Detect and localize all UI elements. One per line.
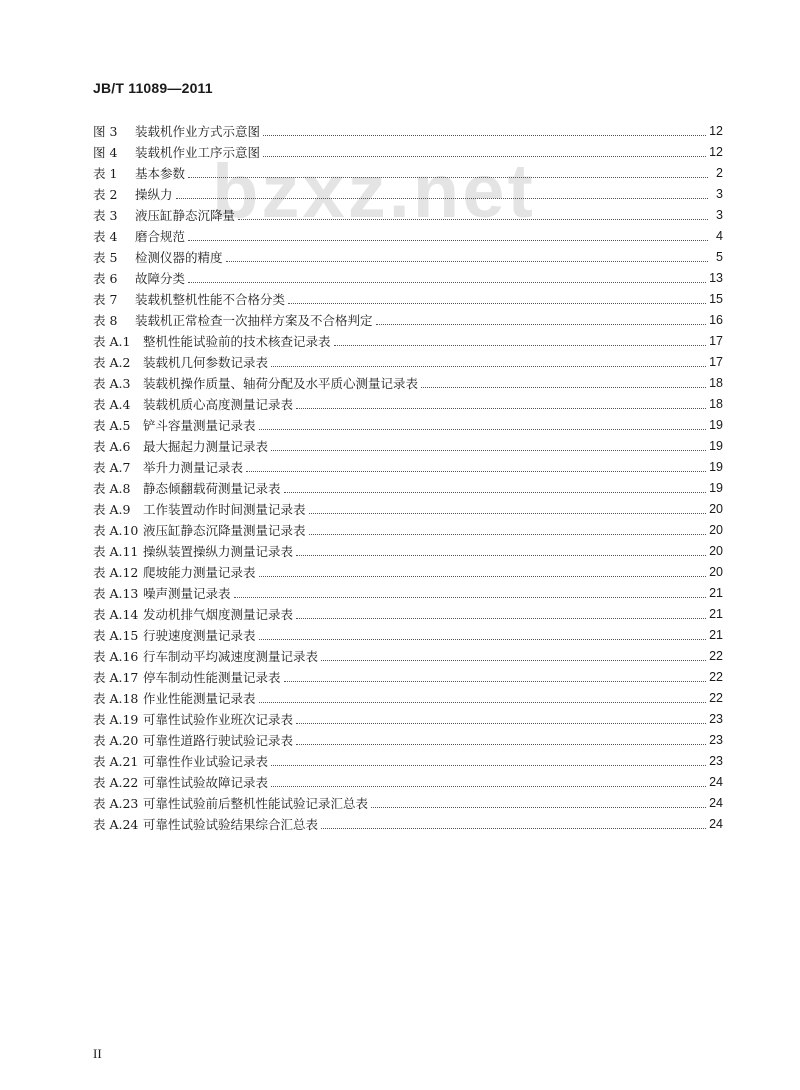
dot-leader bbox=[309, 534, 707, 535]
toc-entry-label bbox=[93, 208, 235, 223]
toc-entry-page: 21 bbox=[709, 586, 723, 600]
dot-leader bbox=[334, 345, 707, 346]
toc-entry-title: 静态倾翻载荷测量记录表 bbox=[143, 481, 281, 496]
toc-entry-page: 18 bbox=[709, 397, 723, 411]
toc-entry-page: 23 bbox=[709, 733, 723, 747]
toc-entry bbox=[93, 769, 723, 790]
toc-entry-page: 12 bbox=[709, 145, 723, 159]
toc-entry-title: 装载机质心高度测量记录表 bbox=[143, 397, 294, 412]
toc-entry-page: 19 bbox=[709, 439, 723, 453]
toc-entry-number: 表 A.13 bbox=[93, 586, 139, 601]
toc-entry bbox=[93, 181, 723, 202]
toc-entry bbox=[93, 748, 723, 769]
toc-entry-label bbox=[93, 712, 293, 727]
toc-entry-label bbox=[93, 355, 268, 370]
toc-entry-title: 装载机整机性能不合格分类 bbox=[135, 292, 286, 307]
toc-entry-number: 图 4 bbox=[93, 145, 118, 160]
toc-entry-title: 可靠性道路行驶试验记录表 bbox=[143, 733, 294, 748]
toc-entry-page: 4 bbox=[716, 229, 723, 243]
dot-leader bbox=[296, 408, 706, 409]
toc-entry-number: 表 A.16 bbox=[93, 649, 139, 664]
toc-entry bbox=[93, 349, 723, 370]
dot-leader bbox=[246, 471, 706, 472]
toc-entry-label bbox=[93, 313, 373, 328]
toc-entry-page: 3 bbox=[716, 208, 723, 222]
toc-entry bbox=[93, 139, 723, 160]
toc-entry-page: 12 bbox=[709, 124, 723, 138]
toc-entry bbox=[93, 643, 723, 664]
toc-entry-number: 表 A.24 bbox=[93, 817, 139, 832]
toc-entry-number: 表 A.8 bbox=[93, 481, 131, 496]
toc-entry-page: 23 bbox=[709, 712, 723, 726]
toc-entry-label bbox=[93, 586, 231, 601]
dot-leader bbox=[284, 681, 707, 682]
toc-entry bbox=[93, 622, 723, 643]
toc-entry-page: 15 bbox=[709, 292, 723, 306]
toc-entry bbox=[93, 496, 723, 517]
toc-entry-page: 24 bbox=[709, 775, 723, 789]
toc-entry-page: 23 bbox=[709, 754, 723, 768]
toc-entry-label bbox=[93, 166, 185, 181]
toc-entry bbox=[93, 601, 723, 622]
toc-entry-label bbox=[93, 796, 368, 811]
dot-leader bbox=[259, 576, 707, 577]
toc-entry-label bbox=[93, 229, 185, 244]
dot-leader bbox=[226, 261, 708, 262]
toc-entry-page: 21 bbox=[709, 607, 723, 621]
toc-entry-page: 22 bbox=[709, 649, 723, 663]
toc-entry-number: 表 A.5 bbox=[93, 418, 131, 433]
dot-leader bbox=[259, 702, 707, 703]
toc-entry bbox=[93, 370, 723, 391]
toc-entry-label bbox=[93, 628, 256, 643]
toc-entry bbox=[93, 265, 723, 286]
toc-entry-label bbox=[93, 670, 281, 685]
toc-entry-page: 17 bbox=[709, 334, 723, 348]
toc-entry-number: 表 1 bbox=[93, 166, 118, 181]
toc-entry-title: 停车制动性能测量记录表 bbox=[143, 670, 281, 685]
dot-leader bbox=[271, 786, 706, 787]
toc-entry-title: 可靠性作业试验记录表 bbox=[143, 754, 269, 769]
toc-entry-title: 可靠性试验故障记录表 bbox=[143, 775, 269, 790]
toc-entry-label bbox=[93, 376, 418, 391]
toc-entry-label bbox=[93, 649, 318, 664]
toc-entry-label bbox=[93, 145, 260, 160]
toc-entry-label bbox=[93, 607, 293, 622]
dot-leader bbox=[238, 219, 708, 220]
dot-leader bbox=[271, 450, 706, 451]
toc-entry-page: 20 bbox=[709, 544, 723, 558]
toc-entry bbox=[93, 580, 723, 601]
toc-entry-number: 表 A.11 bbox=[93, 544, 139, 559]
toc-entry-label bbox=[93, 460, 243, 475]
toc-entry-label bbox=[93, 250, 223, 265]
toc-entry-number: 表 A.18 bbox=[93, 691, 139, 706]
toc-entry-label bbox=[93, 775, 268, 790]
toc-entry-number: 表 2 bbox=[93, 187, 118, 202]
toc-entry bbox=[93, 454, 723, 475]
toc-entry bbox=[93, 412, 723, 433]
toc-entry-title: 行驶速度测量记录表 bbox=[143, 628, 256, 643]
toc-entry bbox=[93, 517, 723, 538]
toc-entry bbox=[93, 391, 723, 412]
toc-entry-title: 装载机作业方式示意图 bbox=[135, 124, 261, 139]
toc-entry-page: 3 bbox=[716, 187, 723, 201]
toc-entry-number: 表 7 bbox=[93, 292, 118, 307]
toc-entry bbox=[93, 811, 723, 832]
toc-entry-label bbox=[93, 733, 293, 748]
toc-entry bbox=[93, 664, 723, 685]
toc-entry-page: 20 bbox=[709, 502, 723, 516]
toc-entry-title: 工作装置动作时间测量记录表 bbox=[143, 502, 306, 517]
toc-entry-label bbox=[93, 187, 173, 202]
toc-entry-title: 行车制动平均减速度测量记录表 bbox=[143, 649, 319, 664]
toc-entry bbox=[93, 727, 723, 748]
toc-entry-number: 表 A.10 bbox=[93, 523, 139, 538]
toc-entry-label bbox=[93, 292, 285, 307]
toc-entry-title: 装载机几何参数记录表 bbox=[143, 355, 269, 370]
toc-entry-page: 22 bbox=[709, 670, 723, 684]
toc-entry-label bbox=[93, 334, 331, 349]
toc-entry-number: 表 8 bbox=[93, 313, 118, 328]
toc-entry bbox=[93, 223, 723, 244]
toc-entry-number: 表 3 bbox=[93, 208, 118, 223]
dot-leader bbox=[234, 597, 707, 598]
toc-entry-label bbox=[93, 544, 293, 559]
dot-leader bbox=[371, 807, 706, 808]
dot-leader bbox=[284, 492, 707, 493]
toc-entry-title: 装载机作业工序示意图 bbox=[135, 145, 261, 160]
dot-leader bbox=[271, 765, 706, 766]
toc-entry-number: 表 A.19 bbox=[93, 712, 139, 727]
toc-entry-title: 举升力测量记录表 bbox=[143, 460, 244, 475]
toc-entry-title: 故障分类 bbox=[135, 271, 186, 286]
toc-entry-page: 17 bbox=[709, 355, 723, 369]
toc-entry-title: 装载机操作质量、轴荷分配及水平质心测量记录表 bbox=[143, 376, 419, 391]
toc-entry-title: 可靠性试验作业班次记录表 bbox=[143, 712, 294, 727]
toc-entry-title: 可靠性试验试验结果综合汇总表 bbox=[143, 817, 319, 832]
toc-entry-title: 最大掘起力测量记录表 bbox=[143, 439, 269, 454]
toc-entry-page: 18 bbox=[709, 376, 723, 390]
dot-leader bbox=[296, 744, 706, 745]
toc-entry bbox=[93, 286, 723, 307]
toc-entry-title: 磨合规范 bbox=[135, 229, 186, 244]
toc-entry bbox=[93, 328, 723, 349]
toc-entry bbox=[93, 685, 723, 706]
table-of-contents bbox=[93, 118, 723, 832]
toc-entry-label bbox=[93, 439, 268, 454]
toc-entry-page: 19 bbox=[709, 418, 723, 432]
dot-leader bbox=[263, 156, 706, 157]
dot-leader bbox=[296, 723, 706, 724]
toc-entry-label bbox=[93, 565, 256, 580]
dot-leader bbox=[263, 135, 706, 136]
toc-entry-label bbox=[93, 418, 256, 433]
toc-entry-number: 表 A.3 bbox=[93, 376, 131, 391]
toc-entry-page: 19 bbox=[709, 481, 723, 495]
toc-entry bbox=[93, 475, 723, 496]
toc-entry bbox=[93, 307, 723, 328]
standard-code-header: JB/T 11089—2011 bbox=[93, 80, 213, 96]
page-number: II bbox=[93, 1046, 102, 1061]
toc-entry bbox=[93, 790, 723, 811]
dot-leader bbox=[259, 639, 707, 640]
dot-leader bbox=[296, 555, 706, 556]
toc-entry-page: 5 bbox=[716, 250, 723, 264]
toc-entry-label bbox=[93, 481, 281, 496]
toc-entry bbox=[93, 118, 723, 139]
toc-entry-number: 表 A.23 bbox=[93, 796, 139, 811]
toc-entry-title: 操纵力 bbox=[135, 187, 173, 202]
toc-entry-label bbox=[93, 271, 185, 286]
dot-leader bbox=[321, 660, 706, 661]
toc-entry-title: 发动机排气烟度测量记录表 bbox=[143, 607, 294, 622]
toc-entry-title: 噪声测量记录表 bbox=[143, 586, 231, 601]
toc-entry-title: 爬坡能力测量记录表 bbox=[143, 565, 256, 580]
dot-leader bbox=[259, 429, 707, 430]
toc-entry-page: 2 bbox=[716, 166, 723, 180]
toc-entry-number: 表 A.14 bbox=[93, 607, 139, 622]
dot-leader bbox=[288, 303, 706, 304]
toc-entry bbox=[93, 433, 723, 454]
toc-entry bbox=[93, 706, 723, 727]
toc-entry-page: 22 bbox=[709, 691, 723, 705]
toc-entry-label bbox=[93, 754, 268, 769]
toc-entry-number: 表 A.7 bbox=[93, 460, 131, 475]
toc-entry-page: 13 bbox=[709, 271, 723, 285]
dot-leader bbox=[188, 282, 706, 283]
dot-leader bbox=[309, 513, 707, 514]
toc-entry-title: 装载机正常检查一次抽样方案及不合格判定 bbox=[135, 313, 373, 328]
toc-entry-title: 作业性能测量记录表 bbox=[143, 691, 256, 706]
toc-entry-title: 液压缸静态沉降量 bbox=[135, 208, 236, 223]
toc-entry-number: 表 A.17 bbox=[93, 670, 139, 685]
toc-entry-number: 表 A.9 bbox=[93, 502, 131, 517]
toc-entry-label bbox=[93, 124, 260, 139]
toc-entry-number: 表 A.22 bbox=[93, 775, 139, 790]
toc-entry-page: 21 bbox=[709, 628, 723, 642]
dot-leader bbox=[188, 240, 708, 241]
toc-entry-page: 16 bbox=[709, 313, 723, 327]
toc-entry-label bbox=[93, 502, 306, 517]
dot-leader bbox=[176, 198, 708, 199]
dot-leader bbox=[321, 828, 706, 829]
toc-entry-page: 20 bbox=[709, 523, 723, 537]
toc-entry-number: 表 A.12 bbox=[93, 565, 139, 580]
toc-entry bbox=[93, 202, 723, 223]
toc-entry-number: 表 A.20 bbox=[93, 733, 139, 748]
toc-entry-number: 表 A.4 bbox=[93, 397, 131, 412]
toc-entry-label bbox=[93, 523, 306, 538]
dot-leader bbox=[271, 366, 706, 367]
dot-leader bbox=[376, 324, 707, 325]
watermark: bzxz.net bbox=[212, 149, 536, 234]
toc-entry bbox=[93, 538, 723, 559]
dot-leader bbox=[188, 177, 708, 178]
toc-entry-number: 表 A.15 bbox=[93, 628, 139, 643]
toc-entry-page: 20 bbox=[709, 565, 723, 579]
toc-entry-number: 表 4 bbox=[93, 229, 118, 244]
toc-entry bbox=[93, 559, 723, 580]
toc-entry bbox=[93, 160, 723, 181]
toc-entry bbox=[93, 244, 723, 265]
toc-entry-number: 表 6 bbox=[93, 271, 118, 286]
toc-entry-number: 表 A.1 bbox=[93, 334, 131, 349]
toc-entry-label bbox=[93, 817, 318, 832]
toc-entry-number: 表 A.6 bbox=[93, 439, 131, 454]
toc-entry-page: 19 bbox=[709, 460, 723, 474]
toc-entry-title: 检测仪器的精度 bbox=[135, 250, 223, 265]
toc-entry-label bbox=[93, 397, 293, 412]
dot-leader bbox=[421, 387, 706, 388]
toc-entry-number: 表 5 bbox=[93, 250, 118, 265]
toc-entry-title: 铲斗容量测量记录表 bbox=[143, 418, 256, 433]
dot-leader bbox=[296, 618, 706, 619]
toc-entry-number: 表 A.21 bbox=[93, 754, 139, 769]
toc-entry-title: 操纵装置操纵力测量记录表 bbox=[143, 544, 294, 559]
toc-entry-number: 图 3 bbox=[93, 124, 118, 139]
toc-entry-title: 可靠性试验前后整机性能试验记录汇总表 bbox=[143, 796, 369, 811]
toc-entry-page: 24 bbox=[709, 817, 723, 831]
toc-entry-title: 基本参数 bbox=[135, 166, 186, 181]
toc-entry-page: 24 bbox=[709, 796, 723, 810]
toc-entry-number: 表 A.2 bbox=[93, 355, 131, 370]
toc-entry-label bbox=[93, 691, 256, 706]
toc-entry-title: 液压缸静态沉降量测量记录表 bbox=[143, 523, 306, 538]
toc-entry-title: 整机性能试验前的技术核查记录表 bbox=[143, 334, 331, 349]
